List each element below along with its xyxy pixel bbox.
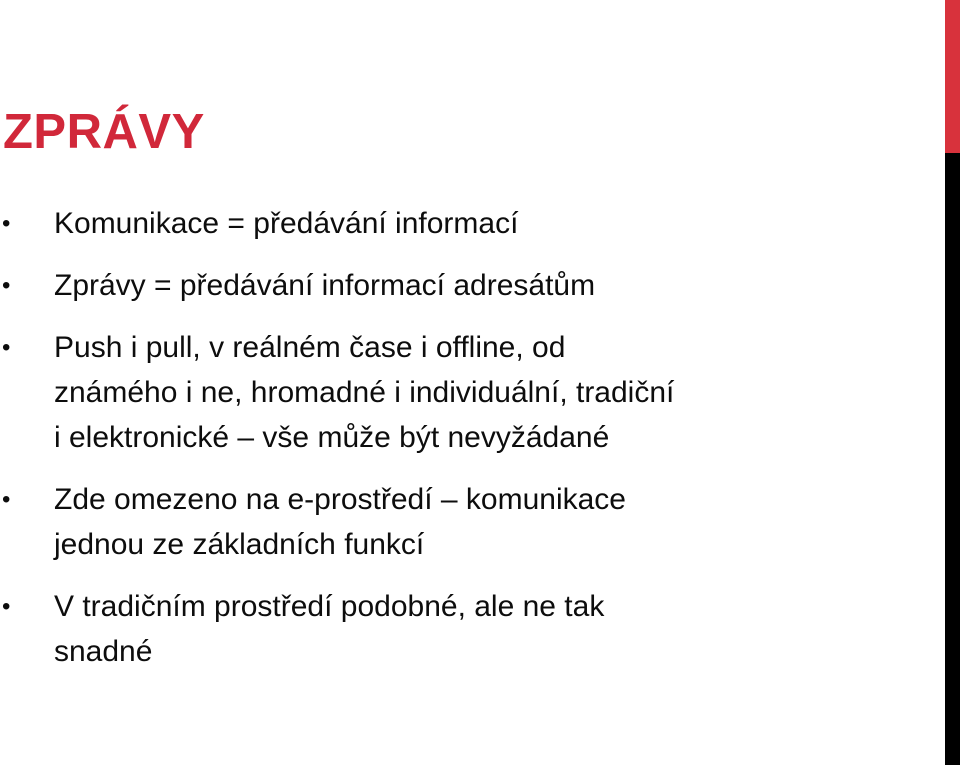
bullet-item bbox=[0, 477, 900, 567]
bullet-dot-icon: • bbox=[2, 334, 11, 361]
slide-title: ZPRÁVY bbox=[3, 105, 205, 159]
bullet-text: Push i pull, v reálném čase i offline, od známého i ne, hromadné i individuální, tradiční i elektronické – vše může být nevyžádané bbox=[54, 331, 675, 454]
bullet-item bbox=[0, 584, 900, 674]
bullet-dot-icon: • bbox=[2, 486, 11, 513]
bullet-item bbox=[0, 201, 900, 246]
bullet-text: Zde omezeno na e-prostředí – komunikace jednou ze základních funkcí bbox=[54, 483, 626, 561]
bullet-item bbox=[0, 263, 900, 308]
accent-bar-black bbox=[945, 153, 960, 765]
bullet-text: V tradičním prostředí podobné, ale ne tak snadné bbox=[54, 590, 605, 668]
bullet-dot-icon: • bbox=[2, 210, 11, 237]
bullet-item bbox=[0, 325, 900, 460]
bullet-list bbox=[0, 201, 900, 691]
bullet-text: Komunikace = předávání informací bbox=[54, 207, 519, 240]
bullet-dot-icon: • bbox=[2, 272, 11, 299]
bullet-dot-icon: • bbox=[2, 593, 11, 620]
accent-bar-red bbox=[945, 0, 960, 153]
bullet-text: Zprávy = předávání informací adresátům bbox=[54, 269, 596, 302]
